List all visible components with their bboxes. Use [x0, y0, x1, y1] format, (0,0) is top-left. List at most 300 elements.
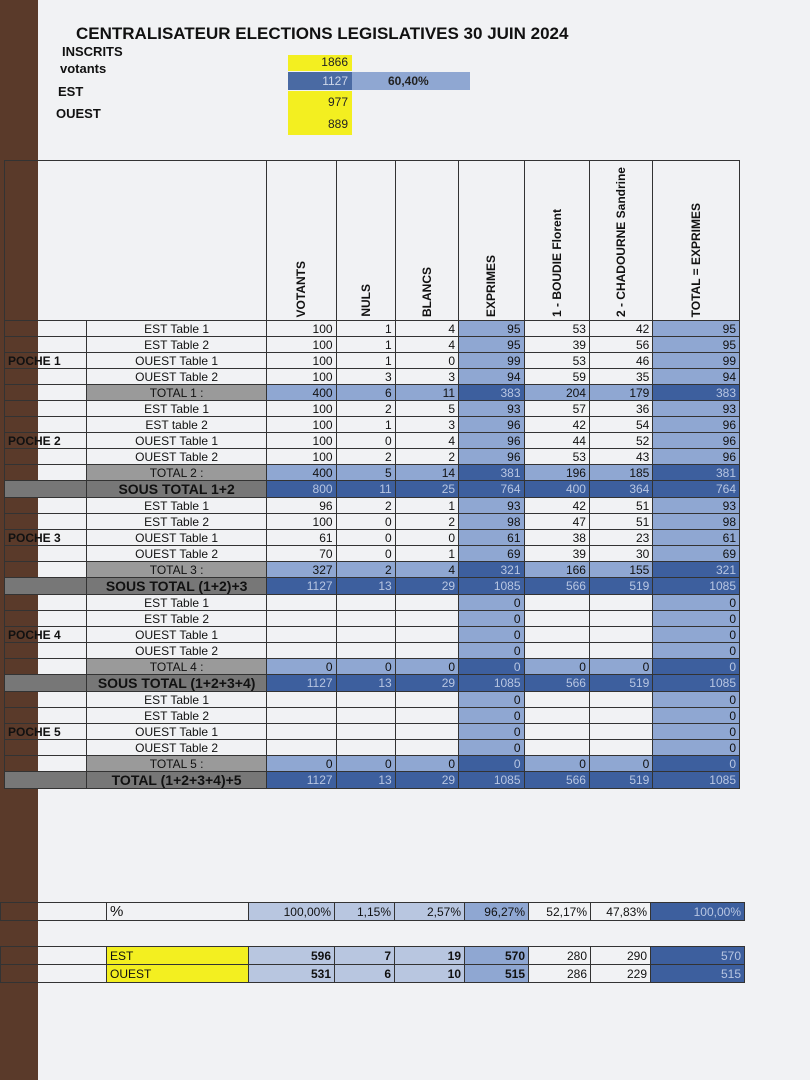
value-cell: 196	[524, 465, 589, 481]
value-cell	[589, 611, 652, 627]
row-label: OUEST Table 1	[87, 627, 267, 643]
value-cell: 98	[653, 514, 740, 530]
value-cell: 70	[266, 546, 336, 562]
value-cell: 23	[589, 530, 652, 546]
value-cell: 56	[589, 337, 652, 353]
value-cell: 1	[395, 498, 458, 514]
value-cell: 0	[459, 708, 524, 724]
value-cell: 364	[589, 481, 652, 498]
value-cell	[266, 740, 336, 756]
value-cell	[395, 692, 458, 708]
poche-label	[5, 562, 87, 578]
row-label: EST Table 2	[87, 514, 267, 530]
table-row	[5, 740, 740, 756]
value-cell: 59	[524, 369, 589, 385]
side-cell: 570	[651, 947, 745, 965]
value-cell: 2	[336, 401, 395, 417]
row-label: EST Table 1	[87, 321, 267, 337]
inscrits-label: INSCRITS	[62, 44, 123, 59]
table-row	[5, 724, 740, 740]
poche-label	[5, 675, 87, 692]
table-row	[5, 401, 740, 417]
value-cell: 2	[336, 449, 395, 465]
value-cell: 3	[336, 369, 395, 385]
row-label: EST Table 1	[87, 498, 267, 514]
value-cell: 99	[459, 353, 524, 369]
row-label: EST Table 1	[87, 692, 267, 708]
value-cell: 1127	[266, 772, 336, 789]
side-cell: 596	[249, 947, 335, 965]
table-row	[5, 611, 740, 627]
side-cell: 10	[395, 965, 465, 983]
est-value: 977	[288, 91, 352, 113]
total-row	[5, 465, 740, 481]
percent-cell: 52,17%	[529, 903, 591, 921]
value-cell: 764	[459, 481, 524, 498]
votants-percent: 60,40%	[352, 72, 470, 90]
value-cell: 327	[266, 562, 336, 578]
value-cell	[266, 708, 336, 724]
value-cell: 42	[589, 321, 652, 337]
value-cell: 39	[524, 337, 589, 353]
value-cell: 1085	[459, 578, 524, 595]
votants-value: 1127	[288, 72, 352, 90]
side-cell: 515	[465, 965, 529, 983]
value-cell: 43	[589, 449, 652, 465]
subtotal-row	[5, 772, 740, 789]
value-cell	[589, 643, 652, 659]
value-cell	[589, 724, 652, 740]
row-label: TOTAL 1 :	[87, 385, 267, 401]
value-cell	[395, 643, 458, 659]
poche-label	[5, 417, 87, 433]
value-cell: 0	[524, 756, 589, 772]
inscrits-value: 1866	[288, 55, 352, 71]
subtotal-row	[5, 578, 740, 595]
value-cell: 0	[395, 659, 458, 675]
value-cell: 0	[653, 595, 740, 611]
value-cell	[524, 611, 589, 627]
subtotal-row	[5, 481, 740, 498]
column-header: VOTANTS	[266, 161, 336, 321]
column-header: NULS	[336, 161, 395, 321]
value-cell	[266, 724, 336, 740]
value-cell: 96	[459, 417, 524, 433]
side-cell: 280	[529, 947, 591, 965]
side-cell: 7	[335, 947, 395, 965]
poche-label	[5, 708, 87, 724]
value-cell: 0	[459, 643, 524, 659]
value-cell	[524, 692, 589, 708]
value-cell	[395, 724, 458, 740]
poche-label	[5, 692, 87, 708]
value-cell: 11	[336, 481, 395, 498]
value-cell: 0	[653, 643, 740, 659]
value-cell: 51	[589, 514, 652, 530]
value-cell: 0	[459, 611, 524, 627]
value-cell: 519	[589, 772, 652, 789]
total-row	[5, 756, 740, 772]
poche-label	[5, 369, 87, 385]
value-cell: 1	[395, 546, 458, 562]
value-cell: 46	[589, 353, 652, 369]
value-cell: 3	[395, 417, 458, 433]
value-cell	[336, 708, 395, 724]
percent-cell: 100,00%	[249, 903, 335, 921]
value-cell: 44	[524, 433, 589, 449]
value-cell	[589, 627, 652, 643]
row-label: OUEST Table 1	[87, 433, 267, 449]
row-label: OUEST Table 2	[87, 449, 267, 465]
value-cell: 11	[395, 385, 458, 401]
side-label: OUEST	[107, 965, 249, 983]
value-cell: 61	[266, 530, 336, 546]
row-label: SOUS TOTAL 1+2	[87, 481, 267, 498]
poche-label	[5, 643, 87, 659]
value-cell: 185	[589, 465, 652, 481]
poche-label	[5, 449, 87, 465]
value-cell	[589, 595, 652, 611]
poche-label: POCHE 5	[5, 724, 87, 740]
value-cell: 13	[336, 675, 395, 692]
value-cell: 0	[459, 659, 524, 675]
value-cell: 400	[524, 481, 589, 498]
value-cell: 2	[336, 562, 395, 578]
value-cell: 53	[524, 353, 589, 369]
subtotal-row	[5, 675, 740, 692]
poche-label	[5, 401, 87, 417]
row-label: TOTAL 4 :	[87, 659, 267, 675]
value-cell: 47	[524, 514, 589, 530]
side-table	[0, 946, 745, 983]
total-row	[5, 562, 740, 578]
percent-cell: 47,83%	[591, 903, 651, 921]
table-row	[5, 546, 740, 562]
row-label: EST Table 1	[87, 595, 267, 611]
value-cell: 6	[336, 385, 395, 401]
table-row	[5, 514, 740, 530]
value-cell: 2	[395, 514, 458, 530]
value-cell	[524, 708, 589, 724]
value-cell	[524, 740, 589, 756]
poche-label	[5, 578, 87, 595]
side-cell: 570	[465, 947, 529, 965]
value-cell: 519	[589, 578, 652, 595]
value-cell: 0	[336, 514, 395, 530]
column-header: BLANCS	[395, 161, 458, 321]
value-cell: 0	[459, 756, 524, 772]
value-cell: 42	[524, 417, 589, 433]
percent-cell: 2,57%	[395, 903, 465, 921]
value-cell: 61	[653, 530, 740, 546]
value-cell: 93	[653, 401, 740, 417]
row-label: TOTAL 2 :	[87, 465, 267, 481]
poche-label	[5, 498, 87, 514]
poche-label	[5, 385, 87, 401]
value-cell: 566	[524, 772, 589, 789]
value-cell: 29	[395, 675, 458, 692]
value-cell: 93	[653, 498, 740, 514]
value-cell	[266, 611, 336, 627]
side-cell: 229	[591, 965, 651, 983]
side-cell: 286	[529, 965, 591, 983]
value-cell: 400	[266, 465, 336, 481]
value-cell	[524, 595, 589, 611]
poche-label: POCHE 4	[5, 627, 87, 643]
value-cell: 381	[653, 465, 740, 481]
value-cell: 5	[336, 465, 395, 481]
value-cell: 4	[395, 337, 458, 353]
value-cell: 96	[459, 433, 524, 449]
value-cell: 93	[459, 401, 524, 417]
percent-cell: 96,27%	[465, 903, 529, 921]
value-cell: 0	[336, 530, 395, 546]
percent-cell: 1,15%	[335, 903, 395, 921]
side-cell: 515	[651, 965, 745, 983]
table-row	[5, 417, 740, 433]
value-cell: 0	[395, 756, 458, 772]
value-cell: 100	[266, 353, 336, 369]
value-cell: 4	[395, 321, 458, 337]
value-cell: 100	[266, 369, 336, 385]
value-cell	[589, 692, 652, 708]
row-label: OUEST Table 1	[87, 353, 267, 369]
value-cell	[524, 724, 589, 740]
value-cell: 204	[524, 385, 589, 401]
row-label: TOTAL 3 :	[87, 562, 267, 578]
value-cell: 566	[524, 578, 589, 595]
poche-label	[5, 465, 87, 481]
value-cell: 0	[653, 692, 740, 708]
table-row	[5, 369, 740, 385]
value-cell: 100	[266, 401, 336, 417]
value-cell: 94	[653, 369, 740, 385]
table-header-row	[5, 161, 740, 321]
value-cell: 1	[336, 353, 395, 369]
value-cell	[395, 611, 458, 627]
value-cell: 0	[336, 546, 395, 562]
value-cell: 0	[459, 627, 524, 643]
value-cell: 96	[653, 433, 740, 449]
value-cell: 1	[336, 321, 395, 337]
ouest-value: 889	[288, 113, 352, 135]
value-cell: 57	[524, 401, 589, 417]
side-cell: 6	[335, 965, 395, 983]
side-cell: 531	[249, 965, 335, 983]
value-cell	[395, 740, 458, 756]
value-cell: 381	[459, 465, 524, 481]
value-cell: 94	[459, 369, 524, 385]
value-cell: 100	[266, 433, 336, 449]
value-cell: 179	[589, 385, 652, 401]
value-cell: 0	[459, 595, 524, 611]
value-cell	[336, 724, 395, 740]
value-cell: 69	[653, 546, 740, 562]
value-cell: 96	[653, 417, 740, 433]
side-row-ouest	[1, 965, 745, 983]
value-cell: 1085	[653, 578, 740, 595]
value-cell	[336, 740, 395, 756]
poche-label	[5, 740, 87, 756]
value-cell	[266, 627, 336, 643]
poche-label	[5, 611, 87, 627]
value-cell: 566	[524, 675, 589, 692]
value-cell: 5	[395, 401, 458, 417]
value-cell: 321	[459, 562, 524, 578]
value-cell: 0	[266, 756, 336, 772]
value-cell	[336, 692, 395, 708]
poche-label: POCHE 2	[5, 433, 87, 449]
value-cell: 0	[653, 708, 740, 724]
value-cell: 1085	[459, 772, 524, 789]
table-row	[5, 530, 740, 546]
value-cell	[395, 708, 458, 724]
value-cell: 38	[524, 530, 589, 546]
value-cell: 39	[524, 546, 589, 562]
value-cell: 30	[589, 546, 652, 562]
value-cell: 1	[336, 417, 395, 433]
value-cell: 0	[266, 659, 336, 675]
percent-blank	[1, 903, 107, 921]
table-row	[5, 692, 740, 708]
value-cell	[266, 595, 336, 611]
value-cell: 14	[395, 465, 458, 481]
table-row	[5, 449, 740, 465]
side-cell: 19	[395, 947, 465, 965]
value-cell	[395, 627, 458, 643]
total-row	[5, 659, 740, 675]
side-label: EST	[107, 947, 249, 965]
ouest-label: OUEST	[56, 106, 101, 121]
value-cell: 13	[336, 772, 395, 789]
table-row	[5, 353, 740, 369]
value-cell	[266, 643, 336, 659]
value-cell: 99	[653, 353, 740, 369]
poche-label	[5, 546, 87, 562]
table-row	[5, 708, 740, 724]
table-row	[5, 321, 740, 337]
value-cell: 0	[589, 756, 652, 772]
value-cell	[524, 627, 589, 643]
value-cell: 100	[266, 449, 336, 465]
value-cell: 52	[589, 433, 652, 449]
value-cell: 96	[653, 449, 740, 465]
table-row	[5, 498, 740, 514]
percent-cell: 100,00%	[651, 903, 745, 921]
value-cell	[336, 627, 395, 643]
poche-label	[5, 321, 87, 337]
value-cell: 1085	[653, 675, 740, 692]
results-table	[4, 160, 740, 789]
value-cell: 0	[336, 433, 395, 449]
value-cell: 53	[524, 321, 589, 337]
value-cell	[589, 740, 652, 756]
row-label: SOUS TOTAL (1+2+3+4)	[87, 675, 267, 692]
value-cell: 383	[653, 385, 740, 401]
table-row	[5, 433, 740, 449]
value-cell: 0	[653, 611, 740, 627]
poche-label	[5, 756, 87, 772]
row-label: EST Table 1	[87, 401, 267, 417]
value-cell: 100	[266, 321, 336, 337]
column-header: TOTAL = EXPRIMES	[653, 161, 740, 321]
value-cell: 36	[589, 401, 652, 417]
value-cell: 1	[336, 337, 395, 353]
value-cell: 0	[524, 659, 589, 675]
value-cell	[589, 708, 652, 724]
value-cell: 4	[395, 562, 458, 578]
value-cell: 35	[589, 369, 652, 385]
value-cell: 321	[653, 562, 740, 578]
value-cell: 61	[459, 530, 524, 546]
percent-label: %	[107, 903, 249, 921]
value-cell: 95	[653, 321, 740, 337]
row-label: EST Table 2	[87, 611, 267, 627]
value-cell	[524, 643, 589, 659]
row-label: SOUS TOTAL (1+2)+3	[87, 578, 267, 595]
value-cell: 93	[459, 498, 524, 514]
column-header: EXPRIMES	[459, 161, 524, 321]
value-cell: 13	[336, 578, 395, 595]
row-label: OUEST Table 2	[87, 369, 267, 385]
row-label: EST table 2	[87, 417, 267, 433]
side-cell: 290	[591, 947, 651, 965]
value-cell: 95	[459, 337, 524, 353]
value-cell: 98	[459, 514, 524, 530]
row-label: TOTAL (1+2+3+4)+5	[87, 772, 267, 789]
value-cell: 800	[266, 481, 336, 498]
row-label: EST Table 2	[87, 708, 267, 724]
page-title: CENTRALISATEUR ELECTIONS LEGISLATIVES 30 JUIN 2024	[76, 24, 569, 43]
value-cell	[336, 595, 395, 611]
value-cell: 69	[459, 546, 524, 562]
side-blank	[1, 965, 107, 983]
row-label: TOTAL 5 :	[87, 756, 267, 772]
value-cell: 0	[459, 724, 524, 740]
value-cell: 0	[459, 740, 524, 756]
value-cell: 1085	[459, 675, 524, 692]
value-cell: 0	[395, 353, 458, 369]
value-cell	[266, 692, 336, 708]
value-cell: 96	[266, 498, 336, 514]
poche-label	[5, 481, 87, 498]
value-cell: 29	[395, 578, 458, 595]
value-cell: 0	[336, 659, 395, 675]
table-row	[5, 337, 740, 353]
value-cell: 166	[524, 562, 589, 578]
value-cell: 95	[459, 321, 524, 337]
value-cell: 155	[589, 562, 652, 578]
votants-label: votants	[60, 61, 107, 76]
value-cell: 383	[459, 385, 524, 401]
value-cell: 100	[266, 514, 336, 530]
row-label: OUEST Table 2	[87, 643, 267, 659]
value-cell	[336, 643, 395, 659]
side-blank	[1, 947, 107, 965]
value-cell: 42	[524, 498, 589, 514]
value-cell: 95	[653, 337, 740, 353]
value-cell: 519	[589, 675, 652, 692]
table-row	[5, 643, 740, 659]
table-row	[5, 627, 740, 643]
value-cell	[336, 611, 395, 627]
poche-label: POCHE 3	[5, 530, 87, 546]
poche-label	[5, 514, 87, 530]
header-blank	[5, 161, 267, 321]
value-cell: 2	[336, 498, 395, 514]
column-header: 2 - CHADOURNE Sandrine	[589, 161, 652, 321]
value-cell: 0	[653, 627, 740, 643]
